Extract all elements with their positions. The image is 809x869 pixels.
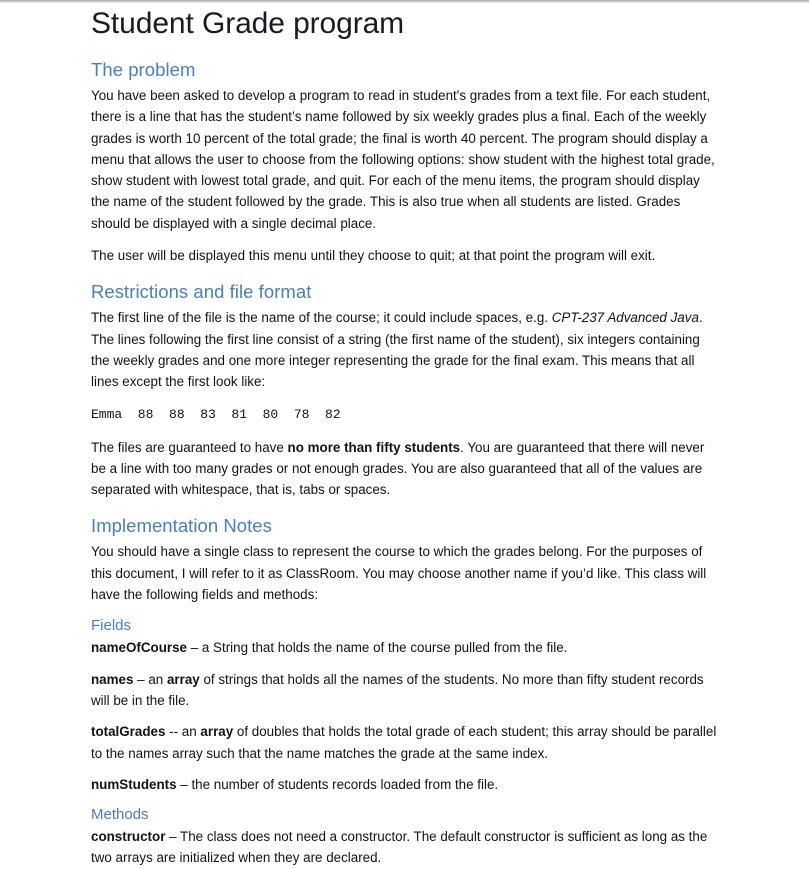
text-run: – The class does not need a constructor. The default constructor is sufficient as long as the two arrays are initialized when they are declared. (91, 829, 708, 866)
text-run: . You are guaranteed that there will never be a line with too many grades or not enough grades. You are also guaranteed that all of the values are separated with whitespace, that is, tabs or spaces. (91, 439, 705, 498)
bold-run: nameOfCourse (91, 640, 187, 656)
section-heading-the-problem: The problem (91, 59, 196, 80)
text-run: You should have a single class to represent the course to which the grades belong. For the purposes of this document, I will refer to it as ClassRoom. You may choose another name if you’d like. This class will have the following fields and methods: (91, 544, 707, 603)
field-num-students (91, 774, 721, 795)
method-constructor (91, 826, 721, 869)
bold-run: array (166, 671, 200, 687)
section-restrictions (91, 280, 721, 500)
bold-run: constructor (91, 829, 166, 845)
text-run: The files are guaranteed to have (91, 439, 288, 455)
paragraph-file-format (91, 307, 721, 392)
field-total-grades (91, 721, 721, 764)
section-heading-implementation-notes: Implementation Notes (91, 515, 272, 537)
section-the-problem (91, 58, 721, 266)
bold-run: totalGrades (91, 724, 166, 740)
text-run: – an (133, 671, 167, 687)
code-sample-student-line: Emma 88 88 83 81 80 78 82 (91, 406, 341, 422)
text-run: The first line of the file is the name of the course; it could include spaces, e.g. (91, 310, 552, 326)
text-run: The user will be displayed this menu until they choose to quit; at that point the program will exit. (91, 248, 656, 264)
field-name-of-course (91, 637, 721, 658)
paragraph-guarantees (91, 437, 721, 501)
subsection-fields (91, 616, 721, 795)
subsection-methods (91, 805, 721, 869)
paragraph-menu-exit (91, 245, 721, 266)
paragraph-classroom-overview (91, 541, 721, 605)
subsection-heading-methods: Methods (91, 806, 149, 824)
bold-run: array (200, 724, 234, 740)
section-heading-restrictions: Restrictions and file format (91, 281, 312, 303)
text-run: – a String that holds the name of the course pulled from the file. (187, 640, 568, 656)
field-names (91, 669, 721, 712)
document-title: Student Grade program (91, 7, 405, 40)
paragraph-problem-description (91, 85, 721, 234)
italic-run: CPT-237 Advanced Java (551, 310, 699, 326)
text-run: of strings that holds all the names of the students. No more than fifty student records will be in the file. (91, 671, 704, 708)
subsection-heading-fields: Fields (91, 617, 132, 635)
bold-run: names (91, 671, 134, 687)
bold-run: numStudents (91, 776, 177, 792)
section-implementation-notes (91, 514, 721, 868)
text-run: -- an (165, 724, 201, 740)
text-run: You have been asked to develop a program to read in student's grades from a text file. For each student, there is a line that has the student’s name followed by six weekly grades plus a final. Each of the weekly grades is worth 10 percent of the total grade; the final is worth 40 percent. The program should display a menu that allows the user to choose from the following options: show student with the highest total grade, show student with lowest total grade, and quit. For each of the menu items, the program should display the name of the student followed by the grade. This is also true when all students are listed. Grades should be displayed with a single decimal place. (91, 88, 715, 231)
text-run: . The lines following the first line consist of a string (the first name of the student), six integers containing the weekly grades and one more integer representing the grade for the final exam. This means that all lines except the first look like: (91, 310, 703, 390)
text-run: – the number of students records loaded from the file. (176, 776, 499, 792)
text-run: of doubles that holds the total grade of each student; this array should be parallel to the names array such that the name matches the grade at the same index. (91, 724, 717, 761)
bold-run: no more than fifty students (287, 439, 461, 455)
